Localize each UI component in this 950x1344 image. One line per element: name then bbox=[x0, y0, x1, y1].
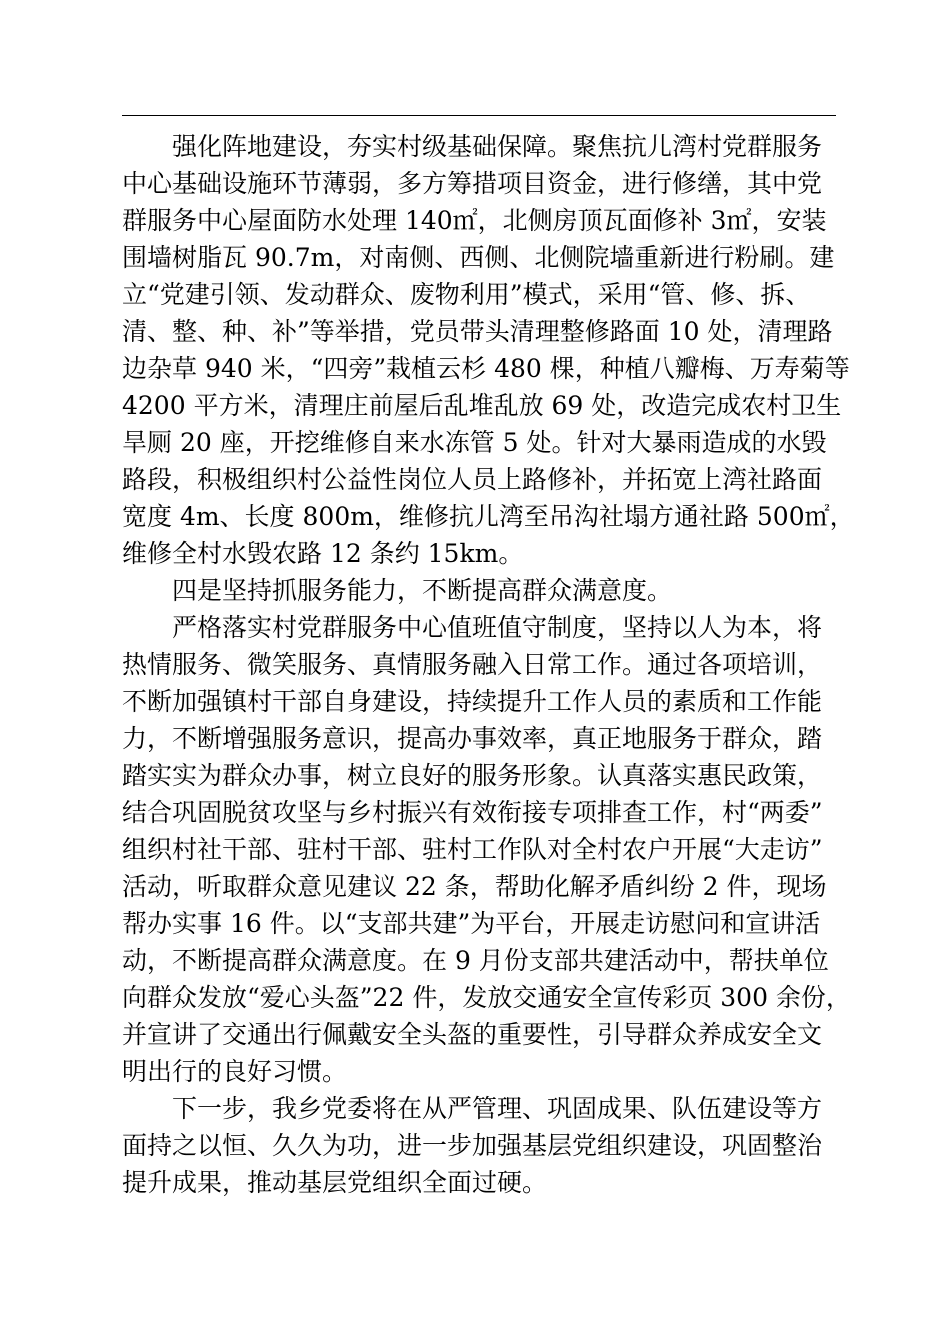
paragraph-line: 围墙树脂瓦 90.7m，对南侧、西侧、北侧院墙重新进行粉刷。建 bbox=[122, 243, 835, 272]
section-heading-service bbox=[122, 572, 862, 609]
header-rule bbox=[122, 115, 836, 116]
paragraph-line: 路段，积极组织村公益性岗位人员上路修补，并拓宽上湾社路面 bbox=[122, 465, 823, 494]
paragraph-line: 不断加强镇村干部自身建设，持续提升工作人员的素质和工作能 bbox=[122, 687, 823, 716]
paragraph-line: 严格落实村党群服务中心值班值守制度，坚持以人为本，将 bbox=[172, 613, 823, 642]
paragraph-line: 清、整、种、补”等举措，党员带头清理整修路面 10 处，清理路 bbox=[122, 317, 833, 346]
paragraph-line: 边杂草 940 米，“四旁”栽植云杉 480 棵，种植八瓣梅、万寿菊等 bbox=[122, 354, 850, 383]
paragraph-line: 群服务中心屋面防水处理 140㎡，北侧房顶瓦面修补 3㎡，安装 bbox=[122, 206, 827, 235]
paragraph-line: 向群众发放“爱心头盔”22 件，发放交通安全宣传彩页 300 余份， bbox=[122, 983, 851, 1012]
section-heading-line: 四是坚持抓服务能力，不断提高群众满意度。 bbox=[172, 576, 673, 605]
document-body bbox=[122, 128, 862, 1201]
paragraph-line: 并宣讲了交通出行佩戴安全头盔的重要性，引导群众养成安全文 bbox=[122, 1020, 823, 1049]
paragraph-line: 提升成果，推动基层党组织全面过硬。 bbox=[122, 1168, 548, 1197]
paragraph-line: 结合巩固脱贫攻坚与乡村振兴有效衔接专项排查工作，村“两委” bbox=[122, 798, 823, 827]
paragraph-line: 旱厕 20 座，开挖维修自来水冻管 5 处。针对大暴雨造成的水毁 bbox=[122, 428, 827, 457]
paragraph-line: 强化阵地建设，夯实村级基础保障。聚焦抗儿湾村党群服务 bbox=[172, 132, 823, 161]
paragraph-infrastructure bbox=[122, 128, 862, 572]
paragraph-line: 活动，听取群众意见建议 22 条，帮助化解矛盾纠纷 2 件，现场 bbox=[122, 872, 827, 901]
paragraph-line: 力，不断增强服务意识，提高办事效率，真正地服务于群众，踏 bbox=[122, 724, 823, 753]
paragraph-line: 动，不断提高群众满意度。在 9 月份支部共建活动中，帮扶单位 bbox=[122, 946, 829, 975]
paragraph-line: 明出行的良好习惯。 bbox=[122, 1057, 348, 1086]
paragraph-line: 面持之以恒、久久为功，进一步加强基层党组织建设，巩固整治 bbox=[122, 1131, 823, 1160]
paragraph-line: 组织村社干部、驻村干部、驻村工作队对全村农户开展“大走访” bbox=[122, 835, 823, 864]
paragraph-line: 热情服务、微笑服务、真情服务融入日常工作。通过各项培训， bbox=[122, 650, 823, 679]
paragraph-line: 帮办实事 16 件。以“支部共建”为平台，开展走访慰问和宣讲活 bbox=[122, 909, 821, 938]
paragraph-next-steps bbox=[122, 1090, 862, 1201]
paragraph-line: 4200 平方米，清理庄前屋后乱堆乱放 69 处，改造完成农村卫生 bbox=[122, 391, 842, 420]
paragraph-line: 立“党建引领、发动群众、废物利用”模式，采用“管、修、拆、 bbox=[122, 280, 811, 309]
paragraph-line: 维修全村水毁农路 12 条约 15km。 bbox=[122, 539, 524, 568]
paragraph-line: 下一步，我乡党委将在从严管理、巩固成果、队伍建设等方 bbox=[172, 1094, 823, 1123]
paragraph-line: 踏实实为群众办事，树立良好的服务形象。认真落实惠民政策， bbox=[122, 761, 823, 790]
paragraph-service bbox=[122, 609, 862, 1090]
paragraph-line: 中心基础设施环节薄弱，多方筹措项目资金，进行修缮，其中党 bbox=[122, 169, 823, 198]
paragraph-line: 宽度 4m、长度 800m，维修抗儿湾至吊沟社塌方通社路 500㎡， bbox=[122, 502, 855, 531]
